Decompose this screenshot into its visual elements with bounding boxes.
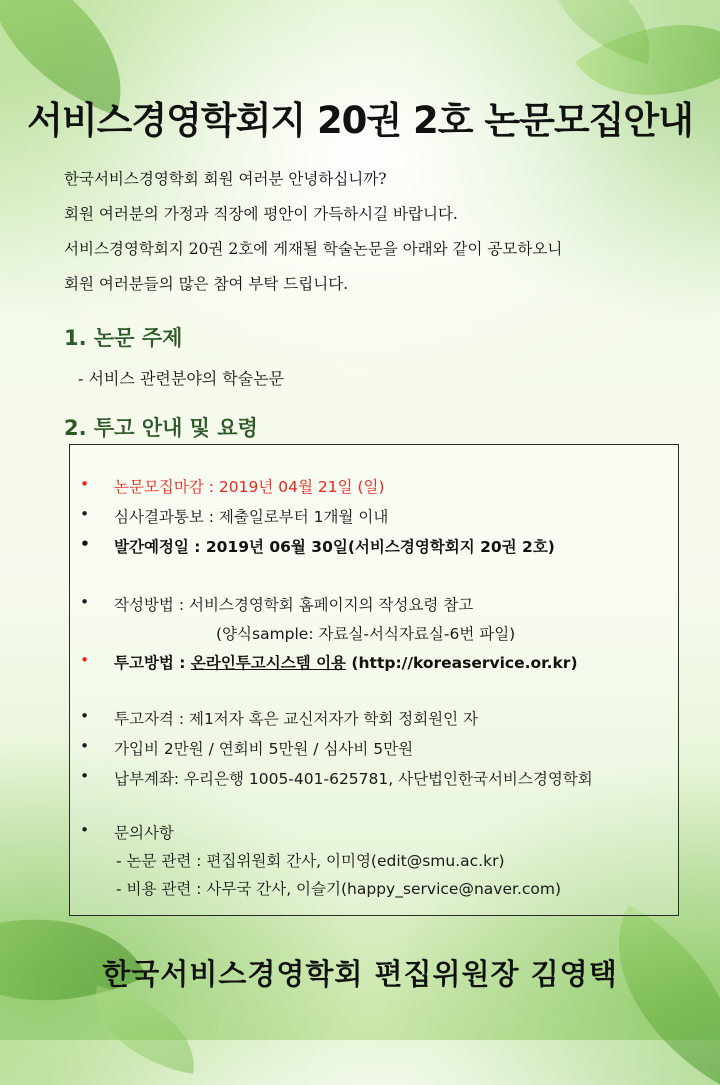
online-submission-link[interactable]: 온라인투고시스템 이용 xyxy=(190,654,347,672)
leaf-decoration xyxy=(85,986,205,1074)
bullet-icon: • xyxy=(80,593,90,611)
bullet-icon: • xyxy=(80,821,90,839)
bullet-icon: • xyxy=(80,475,90,493)
section-heading-guide: 2. 투고 안내 및 요령 xyxy=(64,416,258,440)
review-text: 심사결과통보 : 제출일로부터 1개월 이내 xyxy=(114,508,389,526)
method-label: 투고방법 : xyxy=(114,654,191,672)
intro-line: 한국서비스경영학회 회원 여러분 안녕하십니까? xyxy=(64,170,387,188)
intro-line: 회원 여러분의 가정과 직장에 평안이 가득하시길 바랍니다. xyxy=(64,205,458,223)
deadline-text: 논문모집마감 : 2019년 04월 21일 (일) xyxy=(114,478,385,496)
page-title: 서비스경영학회지 20권 2호 논문모집안내 xyxy=(27,99,693,142)
fees-text: 가입비 2만원 / 연회비 5만원 / 심사비 5만원 xyxy=(114,740,414,758)
bullet-icon: • xyxy=(80,505,90,523)
inquiry-paper-text: - 논문 관련 : 편집위원회 간사, 이미영(edit@smu.ac.kr) xyxy=(116,852,505,870)
leaf-decoration xyxy=(574,905,720,1085)
intro-line: 서비스경영학회지 20권 2호에 게재될 학술논문을 아래와 같이 공모하오니 xyxy=(64,240,563,258)
format-text: 작성방법 : 서비스경영학회 홈페이지의 작성요령 참고 xyxy=(114,596,474,614)
guidelines-box xyxy=(69,444,679,916)
method-url[interactable]: (http://koreaservice.or.kr) xyxy=(346,654,578,672)
bullet-icon: • xyxy=(80,707,90,725)
topic-text: - 서비스 관련분야의 학술논문 xyxy=(78,369,285,388)
inquiry-cost-text: - 비용 관련 : 사무국 간사, 이슬기(happy_service@naver.com) xyxy=(116,880,562,898)
bullet-icon: • xyxy=(80,535,90,553)
format-sample-text: (양식sample: 자료실-서식자료실-6번 파일) xyxy=(216,625,516,643)
section-heading-topic: 1. 논문 주제 xyxy=(64,326,183,350)
intro-line: 회원 여러분들의 많은 참여 부탁 드립니다. xyxy=(64,275,349,293)
footer-signature: 한국서비스경영학회 편집위원장 김영택 xyxy=(102,957,618,991)
bullet-icon: • xyxy=(80,737,90,755)
eligibility-text: 투고자격 : 제1저자 혹은 교신저자가 학회 정회원인 자 xyxy=(114,710,479,728)
publish-text: 발간예정일 : 2019년 06월 30일(서비스경영학회지 20권 2호) xyxy=(114,538,555,556)
inquiry-text: 문의사항 xyxy=(114,824,174,842)
account-text: 납부계좌: 우리은행 1005-401-625781, 사단법인한국서비스경영학회 xyxy=(114,770,593,788)
bullet-icon: • xyxy=(80,651,90,669)
intro-paragraph xyxy=(64,162,674,302)
bullet-icon: • xyxy=(80,767,90,785)
